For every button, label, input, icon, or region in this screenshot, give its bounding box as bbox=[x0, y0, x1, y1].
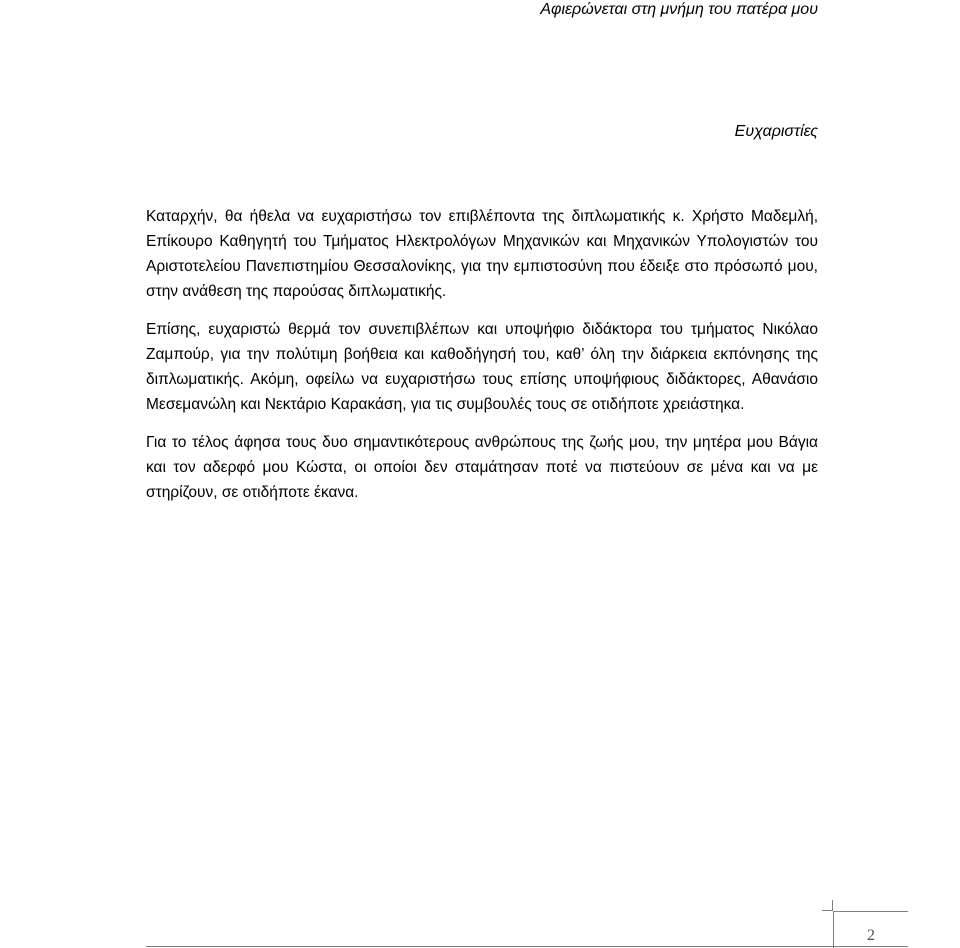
section-title: Ευχαριστίες bbox=[734, 123, 818, 140]
acknowledgements-body bbox=[146, 204, 818, 505]
footer-rule bbox=[146, 946, 908, 947]
page-number-box bbox=[833, 911, 908, 948]
page-number: 2 bbox=[867, 927, 875, 944]
paragraph-family: Για το τέλος άφησα τους δυο σημαντικότερους ανθρώπους της ζωής μου, την μητέρα μου Βάγια και τον αδερφό μου Κώστα, οι οποίοι δεν σταμάτησαν ποτέ να πιστεύουν σε μένα και να με στηρίζουν, σε οτιδήποτε έκανα. bbox=[146, 434, 818, 501]
dedication-text: Αφιερώνεται στη μνήμη του πατέρα μου bbox=[540, 1, 818, 18]
paragraph-supervisor: Καταρχήν, θα ήθελα να ευχαριστήσω τον επιβλέποντα της διπλωματικής κ. Χρήστο Μαδεμλή, Επίκουρο Καθηγητή του Τμήματος Ηλεκτρολόγων Μηχανικών και Μηχανικών Υπολογιστών του Αριστοτελείου Πανεπιστημίου Θεσσαλονίκης, για την εμπιστοσύνη που έδειξε στο πρόσωπό μου, στην ανάθεση της παρούσας διπλωματικής. bbox=[146, 208, 818, 300]
paragraph-co-supervisors: Επίσης, ευχαριστώ θερμά τον συνεπιβλέπων και υποψήφιο διδάκτορα του τμήματος Νικόλαο Ζαμπούρ, για την πολύτιμη βοήθεια και καθοδήγησή του, καθ’ όλη την διάρκεια εκπόνησης της διπλωματικής. Ακόμη, οφείλω να ευχαριστήσω τους επίσης υποψήφιους διδάκτορες, Αθανάσιο Μεσεμανώλη και Νεκτάριο Καρακάση, για τις συμβουλές τους σε οτιδήποτε χρειάστηκα. bbox=[146, 321, 818, 413]
